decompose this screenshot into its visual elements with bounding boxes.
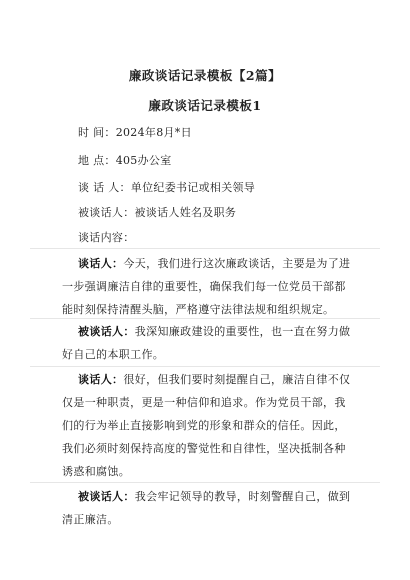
meta-talkee-label: 被谈话人：	[78, 206, 135, 219]
paragraph-line	[62, 320, 352, 343]
dialogue-paragraph-3	[62, 368, 352, 483]
meta-place	[78, 152, 172, 168]
speaker-label: 谈话人：	[78, 257, 124, 270]
paragraph-line: 能时刻保持清醒头脑，严格遵守法律法规和组织规定。	[62, 303, 335, 316]
meta-time-label: 时 间：	[78, 126, 116, 139]
meta-talker-value: 单位纪委书记或相关领导	[130, 181, 256, 194]
dialogue-paragraph-2	[62, 320, 352, 366]
divider	[30, 248, 380, 249]
meta-place-label: 地 点：	[78, 154, 116, 167]
line-text: 我会牢记领导的教导，时刻警醒自己，做到	[134, 490, 351, 503]
paragraph-line: 仅是一种职责，更是一种信仰和追求。作为党员干部，我	[62, 396, 346, 409]
divider	[30, 318, 380, 319]
line-text: 很好，但我们要时刻提醒自己，廉洁自律不仅	[123, 373, 351, 386]
meta-talkee	[78, 204, 236, 220]
paragraph-line: 们的行为举止直接影响到党的形象和群众的信任。因此，	[62, 419, 346, 432]
dialogue-paragraph-1	[62, 252, 352, 321]
speaker-label: 被谈话人：	[78, 325, 135, 338]
paragraph-line: 诱惑和腐蚀。	[62, 465, 131, 478]
paragraph-line: 我们必须时刻保持高度的警觉性和自律性，坚决抵制各种	[62, 442, 346, 455]
meta-time-value: 2024年8月*日	[115, 126, 192, 139]
divider	[30, 366, 380, 367]
meta-content-label: 谈话内容：	[78, 231, 135, 244]
line-text: 今天，我们进行这次廉政谈话，主要是为了进	[123, 257, 351, 270]
speaker-label: 谈话人：	[78, 373, 124, 386]
paragraph-line	[62, 252, 352, 275]
paragraph-line	[62, 368, 352, 391]
paragraph-line	[62, 485, 352, 508]
dialogue-paragraph-4	[62, 485, 352, 531]
document-title: 廉政谈话记录模板【2篇】	[128, 68, 282, 83]
meta-talker-label: 谈 话 人：	[78, 181, 131, 194]
paragraph-line: 一步强调廉洁自律的重要性，确保我们每一位党员干部都	[62, 280, 346, 293]
meta-talker	[78, 179, 255, 195]
divider	[30, 482, 380, 483]
meta-talkee-value: 被谈话人姓名及职务	[134, 206, 237, 219]
paragraph-line: 清正廉洁。	[62, 513, 119, 526]
speaker-label: 被谈话人：	[78, 490, 135, 503]
document-subtitle: 廉政谈话记录模板1	[148, 98, 262, 113]
meta-place-value: 405办公室	[115, 154, 172, 167]
paragraph-line: 好自己的本职工作。	[62, 348, 165, 361]
meta-time	[78, 124, 192, 140]
line-text: 我深知廉政建设的重要性，也一直在努力做	[134, 325, 351, 338]
